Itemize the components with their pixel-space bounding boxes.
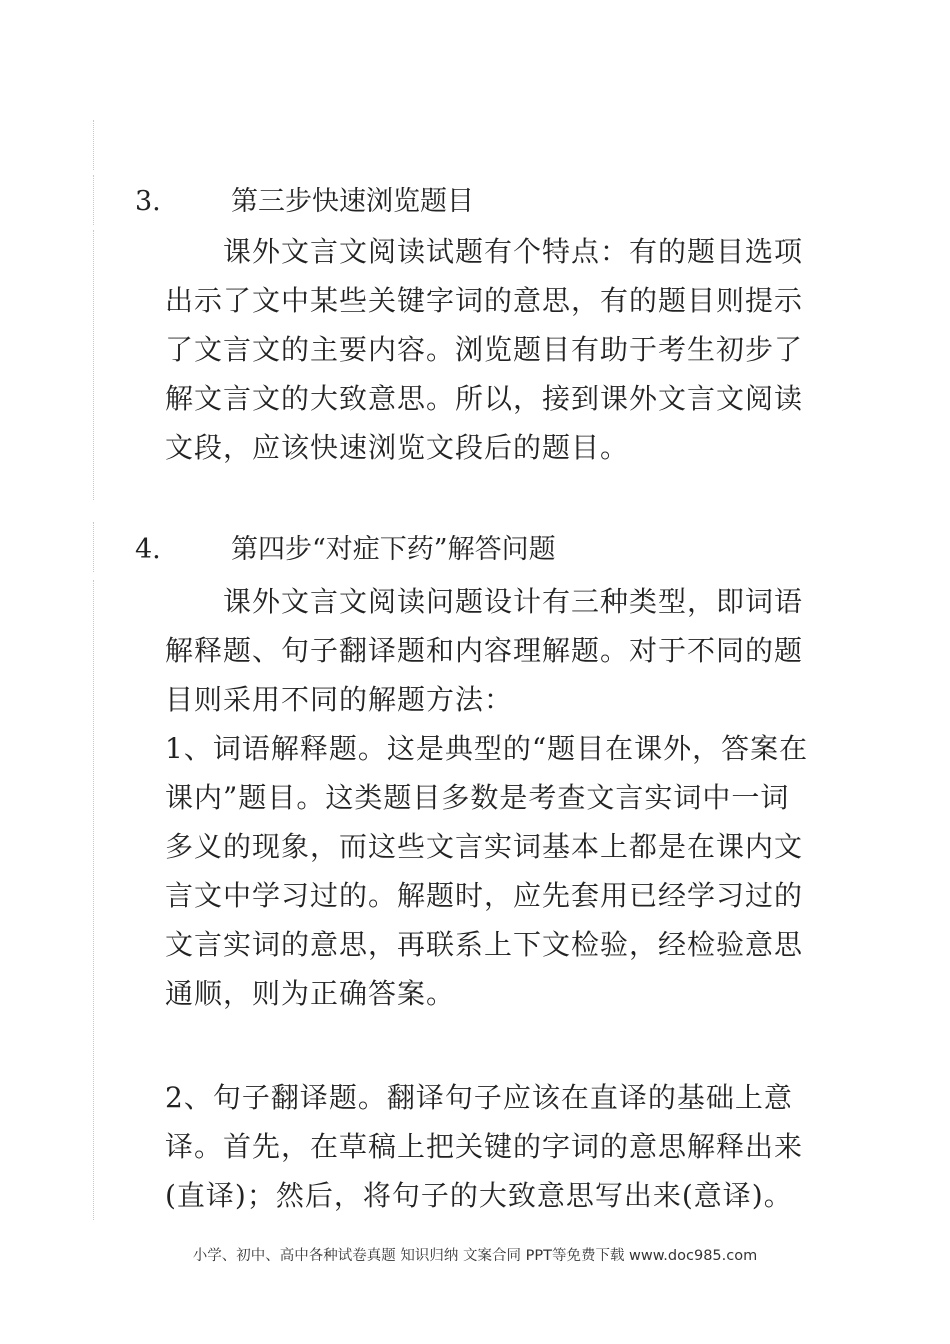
section-number: 3. bbox=[135, 186, 161, 217]
paragraph: 课外文言文阅读问题设计有三种类型，即词语解释题、句子翻译题和内容理解题。对于不同的题目则采用不同的解题方法： bbox=[165, 585, 804, 716]
margin-mark bbox=[93, 175, 94, 225]
section-title: 第四步“对症下药”解答问题 bbox=[231, 534, 556, 565]
margin-mark bbox=[93, 230, 94, 500]
page-footer: 小学、初中、高中各种试卷真题 知识归纳 文案合同 PPT等免费下载 www.doc985.com bbox=[192, 1248, 758, 1264]
margin-mark bbox=[93, 580, 94, 1220]
paragraph-item-2: 2、句子翻译题。翻译句子应该在直译的基础上意译。首先，在草稿上把关键的字词的意思解释出来(直译)；然后，将句子的大致意思写出来(意译)。 bbox=[165, 1081, 804, 1212]
margin-mark bbox=[93, 522, 94, 572]
margin-mark bbox=[93, 120, 94, 170]
section-title: 第三步快速浏览题目 bbox=[231, 186, 474, 217]
paragraph: 课外文言文阅读试题有个特点：有的题目选项出示了文中某些关键字词的意思，有的题目则提示了文言文的主要内容。浏览题目有助于考生初步了解文言文的大致意思。所以，接到课外文言文阅读文段，应该快速浏览文段后的题目。 bbox=[165, 235, 804, 464]
section-heading-4 bbox=[135, 530, 556, 570]
paragraph-item-1: 1、词语解释题。这是典型的“题目在课外，答案在课内”题目。这类题目多数是考查文言实词中一词多义的现象，而这些文言实词基本上都是在课内文言文中学习过的。解题时，应先套用已经学习过的文言实词的意思，再联系上下文检验，经检验意思通顺，则为正确答案。 bbox=[165, 732, 809, 1010]
section-number: 4. bbox=[135, 534, 161, 565]
section-heading-3 bbox=[135, 182, 474, 222]
